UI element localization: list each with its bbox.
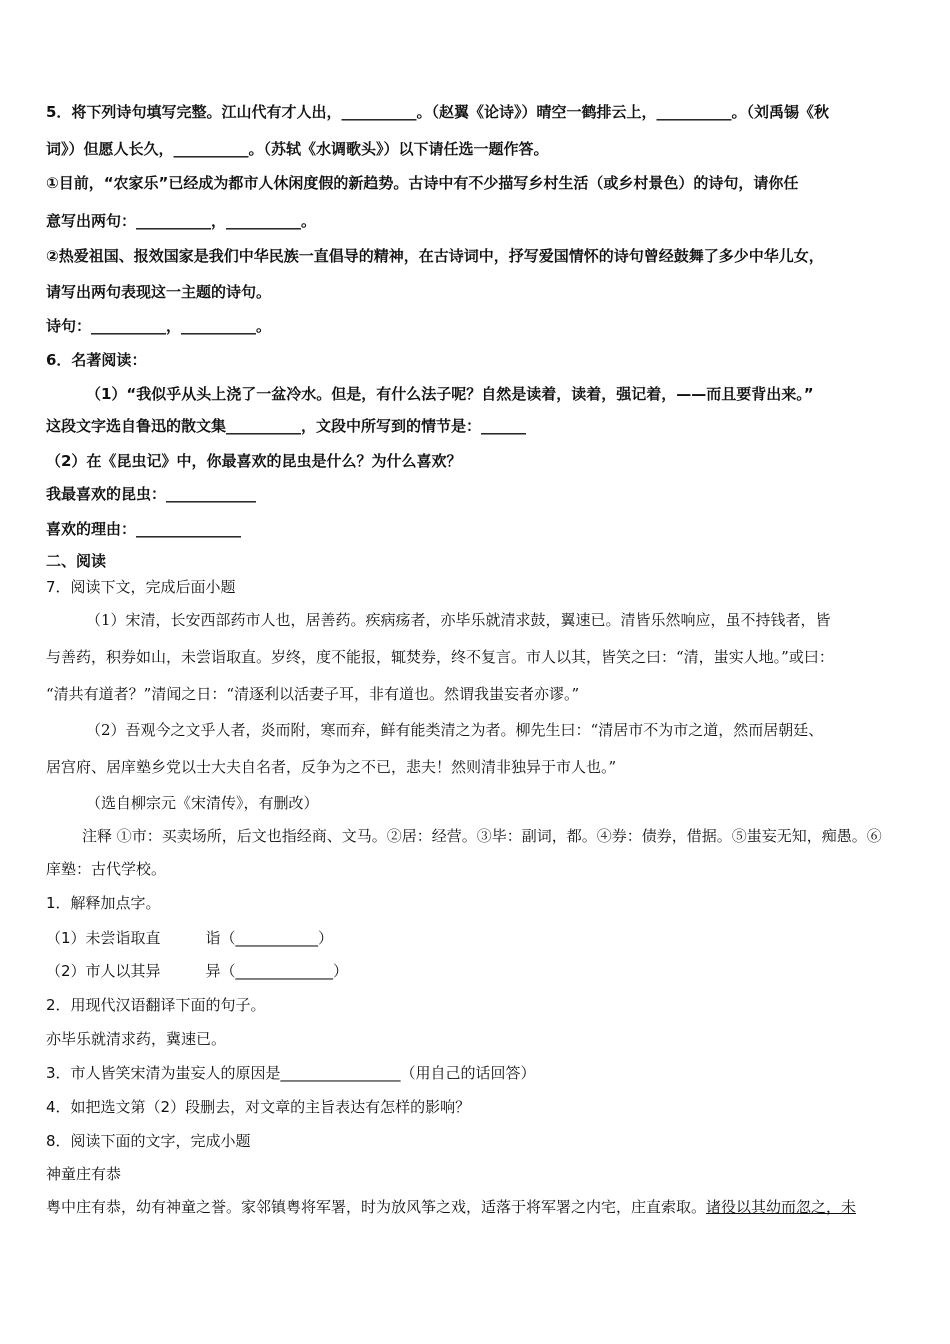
q6-sub-question-2: （2）在《昆虫记》中，你最喜欢的昆虫是什么？为什么喜欢？ xyxy=(46,452,462,470)
q6-favorite-insect: 我最喜欢的昆虫：____________ xyxy=(46,485,257,503)
q8-passage-plain: 粤中庄有恭，幼有神童之誉。家邻镇粤将军署，时为放风筝之戏，适落于将军署之内宅，庄直索取。 xyxy=(46,1198,707,1216)
q5-line-2: 词》）但愿人长久，__________。（苏轼《水调歌头》）以下请任选一题作答。 xyxy=(46,140,549,158)
q6-source-line: 这段文字选自鲁迅的散文集__________，文段中所写到的情节是：______ xyxy=(46,417,527,435)
q8-title: 8．阅读下面的文字，完成小题 xyxy=(46,1132,251,1150)
q5-answer-line: 诗句：__________，__________。 xyxy=(46,317,272,335)
q6-title: 6．名著阅读： xyxy=(46,351,147,369)
q7-sub-question-1a: （1）未尝诣取直 诣（___________） xyxy=(46,929,334,947)
q5-option-1-line-2: 意写出两句：__________，__________。 xyxy=(46,212,317,230)
q5-option-2-line-1: ②热爱祖国、报效国家是我们中华民族一直倡导的精神，在古诗词中，抒写爱国情怀的诗句曾经鼓舞了多少中华儿女， xyxy=(46,247,824,265)
q7-passage-2-line-2: 居宫府、居庠塾乡党以士大夫自名者，反争为之不已，悲夫！然则清非独异于市人也。” xyxy=(46,758,617,776)
q7-source: （选自柳宗元《宋清传》，有删改） xyxy=(86,794,319,812)
q7-notes-line-1: 注释 ①市：买卖场所，后文也指经商、文马。②居：经营。③毕：副词，都。④券：债券，借据。⑤蚩妄无知，痴愚。⑥ xyxy=(82,827,882,845)
q7-sub-question-2-text: 亦毕乐就清求药，冀速已。 xyxy=(46,1030,227,1048)
q7-passage-1-line-2: 与善药，积券如山，未尝诣取直。岁终，度不能报，辄焚券，终不复言。市人以其，皆笑之曰：“清，蚩实人地。”或曰： xyxy=(46,648,834,666)
q5-option-2-line-2: 请写出两句表现这一主题的诗句。 xyxy=(46,283,272,301)
q5-line-1: 5．将下列诗句填写完整。江山代有才人出，__________。（赵翼《论诗》）晴空一鹤排云上，__________。（刘禹锡《秋 xyxy=(46,103,829,121)
q7-sub-question-3: 3．市人皆笑宋清为蚩妄人的原因是________________（用自己的话回答） xyxy=(46,1064,536,1082)
q8-passage-line-1 xyxy=(46,1196,910,1218)
q6-quote: （1）“我似乎从头上浇了一盆冷水。但是，有什么法子呢？自然是读着，读着，强记着，——而且要背出来。” xyxy=(86,385,814,403)
q7-sub-question-1b: （2）市人以其异 异（_____________） xyxy=(46,962,349,980)
section-heading-reading: 二、阅读 xyxy=(46,552,107,570)
q7-sub-question-1: 1．解释加点字。 xyxy=(46,894,161,912)
q6-reason: 喜欢的理由：______________ xyxy=(46,520,242,538)
q7-notes-line-2: 庠塾：古代学校。 xyxy=(46,860,167,878)
q7-passage-1-line-3: “清共有道者？”清闻之日：“清逐利以活妻子耳，非有道也。然谓我蚩妄者亦谬。” xyxy=(46,685,580,703)
q8-passage-underlined: 诸役以其幼而忽之，未 xyxy=(706,1198,857,1216)
q7-title: 7．阅读下文，完成后面小题 xyxy=(46,578,236,596)
q7-passage-1-line-1: （1）宋清，长安西部药市人也，居善药。疾病疡者，亦毕乐就清求鼓，翼速已。清皆乐然响应，虽不持钱者，皆 xyxy=(86,611,831,629)
q7-sub-question-4: 4．如把选文第（2）段删去，对文章的主旨表达有怎样的影响？ xyxy=(46,1098,471,1116)
q8-story-title: 神童庄有恭 xyxy=(46,1165,122,1183)
q7-passage-2-line-1: （2）吾观今之文乎人者，炎而附，寒而弃，鲜有能类清之为者。柳先生曰：“清居市不为市之道，然而居朝廷、 xyxy=(86,721,824,739)
q5-option-1-line-1: ①目前，“农家乐”已经成为都市人休闲度假的新趋势。古诗中有不少描写乡村生活（或乡村景色）的诗句，请你任 xyxy=(46,174,799,192)
q7-sub-question-2: 2．用现代汉语翻译下面的句子。 xyxy=(46,996,266,1014)
